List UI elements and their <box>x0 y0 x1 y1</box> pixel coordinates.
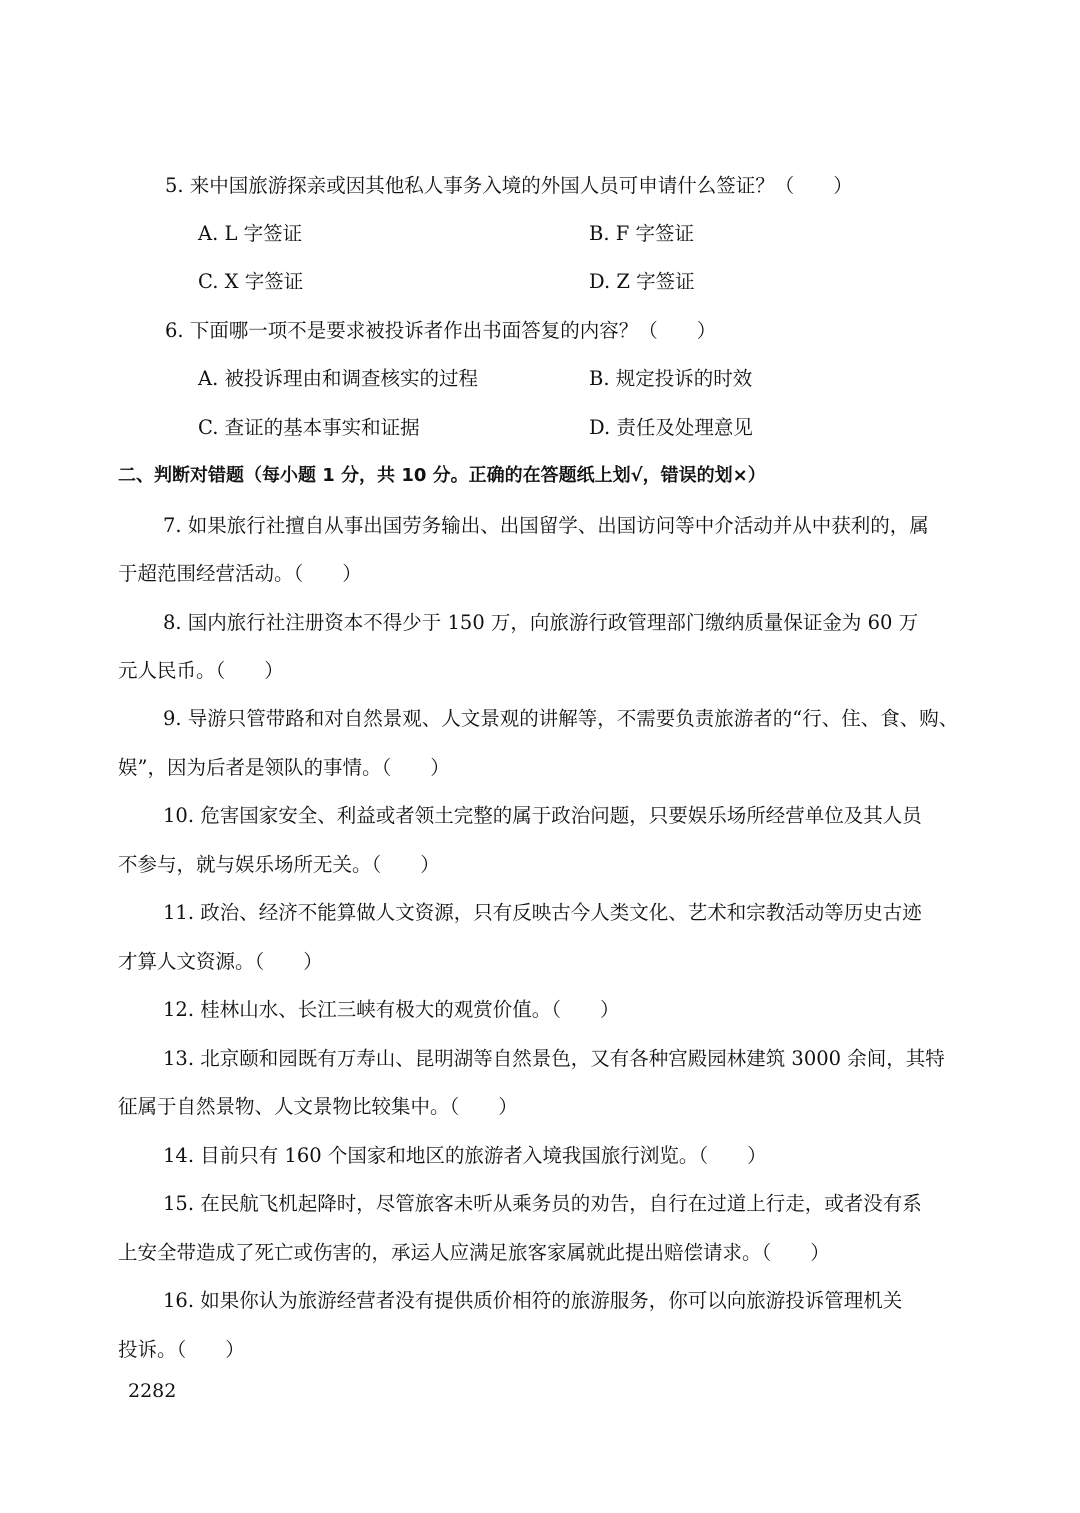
q11-line-1: 11. 政治、经济不能算做人文资源，只有反映古今人类文化、艺术和宗教活动等历史古迹 <box>163 901 922 924</box>
page-number: 2282 <box>128 1380 177 1402</box>
q8-line-1: 8. 国内旅行社注册资本不得少于 150 万，向旅游行政管理部门缴纳质量保证金为 60 万 <box>163 611 919 634</box>
q16-line-2: 投诉。（ ） <box>118 1338 245 1361</box>
q14-line-1: 14. 目前只有 160 个国家和地区的旅游者入境我国旅行浏览。（ ） <box>163 1144 767 1167</box>
q9-line-1: 9. 导游只管带路和对自然景观、人文景观的讲解等，不需要负责旅游者的“行、住、食、购、 <box>163 707 959 730</box>
q13-line-2: 征属于自然景物、人文景物比较集中。（ ） <box>118 1095 518 1118</box>
q16-line-1: 16. 如果你认为旅游经营者没有提供质价相符的旅游服务，你可以向旅游投诉管理机关 <box>163 1289 903 1312</box>
q5-stem: 5. 来中国旅游探亲或因其他私人事务入境的外国人员可申请什么签证？（ ） <box>165 174 853 197</box>
q6-option-a: A. 被投诉理由和调查核实的过程 <box>198 367 478 390</box>
q13-line-1: 13. 北京颐和园既有万寿山、昆明湖等自然景色，又有各种宫殿园林建筑 3000 余间，其特 <box>163 1047 945 1070</box>
section-2-heading: 二、判断对错题（每小题 1 分，共 10 分。正确的在答题纸上划√，错误的划×） <box>118 465 766 486</box>
q7-line-2: 于超范围经营活动。（ ） <box>118 562 362 585</box>
q7-line-1: 7. 如果旅行社擅自从事出国劳务输出、出国留学、出国访问等中介活动并从中获利的，属 <box>163 514 929 537</box>
q11-line-2: 才算人文资源。（ ） <box>118 950 323 973</box>
q10-line-2: 不参与，就与娱乐场所无关。（ ） <box>118 853 440 876</box>
q15-line-2: 上安全带造成了死亡或伤害的，承运人应满足旅客家属就此提出赔偿请求。（ ） <box>118 1241 830 1264</box>
q15-line-1: 15. 在民航飞机起降时，尽管旅客未听从乘务员的劝告，自行在过道上行走，或者没有系 <box>163 1192 922 1215</box>
q6-stem: 6. 下面哪一项不是要求被投诉者作出书面答复的内容？（ ） <box>165 319 717 342</box>
q6-option-b: B. 规定投诉的时效 <box>589 367 753 390</box>
q6-option-c: C. 查证的基本事实和证据 <box>198 416 420 439</box>
q5-option-c: C. X 字签证 <box>198 270 304 293</box>
q12-line-1: 12. 桂林山水、长江三峡有极大的观赏价值。（ ） <box>163 998 620 1021</box>
q5-option-d: D. Z 字签证 <box>589 270 695 293</box>
q9-line-2: 娱”，因为后者是领队的事情。（ ） <box>118 756 450 779</box>
q6-option-d: D. 责任及处理意见 <box>589 416 753 439</box>
q5-option-a: A. L 字签证 <box>198 222 303 245</box>
q10-line-1: 10. 危害国家安全、利益或者领土完整的属于政治问题，只要娱乐场所经营单位及其人员 <box>163 804 922 827</box>
q5-option-b: B. F 字签证 <box>589 222 694 245</box>
q8-line-2: 元人民币。（ ） <box>118 659 284 682</box>
